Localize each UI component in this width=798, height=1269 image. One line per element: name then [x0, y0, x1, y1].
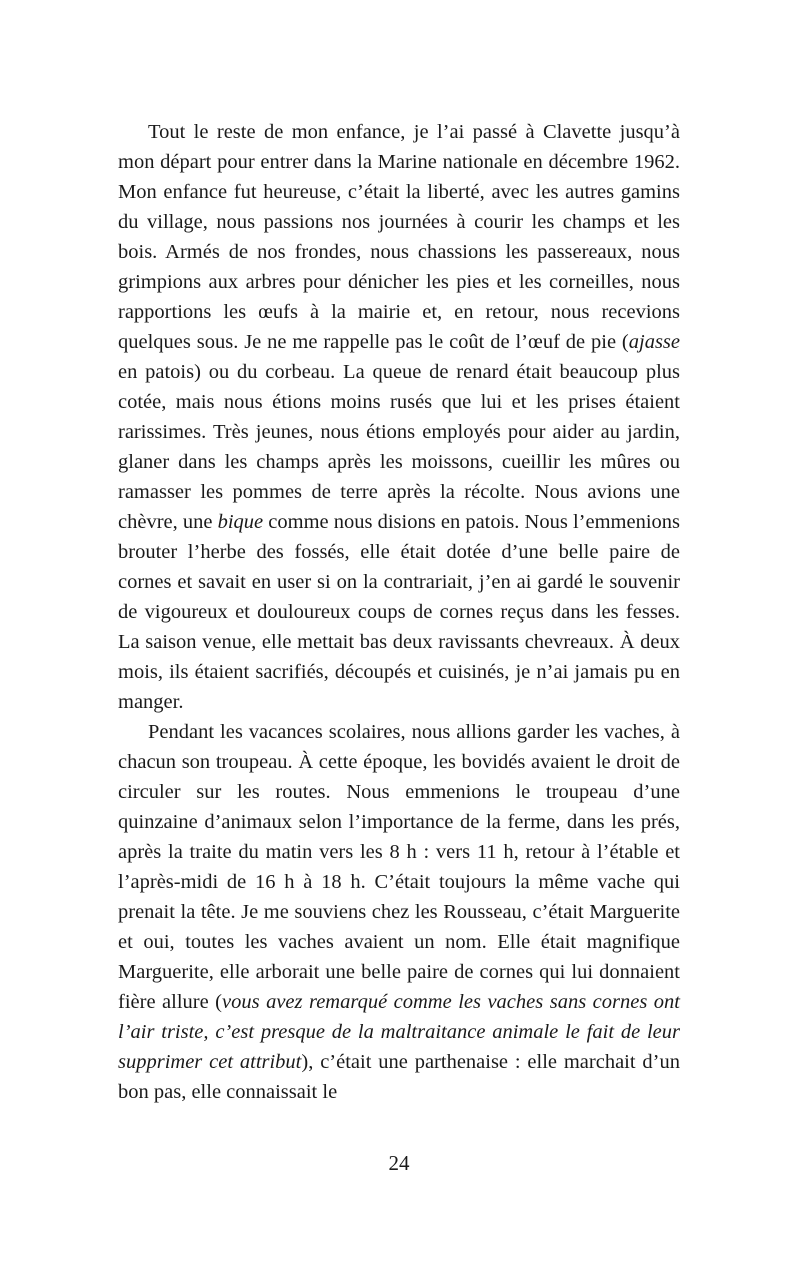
- text-segment: Tout le reste de mon enfance, je l’ai passé à Clavette jusqu’à mon départ pour entrer dans la Marine nationale en décembre 1962. Mon enfance fut heureuse, c’était la liberté, avec les autres gamins du village, nous passions nos journées à courir les champs et les bois. Armés de nos frondes, nous chassions les passereaux, nous grimpions aux arbres pour dénicher les pies et les corneilles, nous rapportions les œufs à la mairie et, en retour, nous recevions quelques sous. Je ne me rappelle pas le coût de l’œuf de pie (: [118, 121, 680, 353]
- page-body: [118, 117, 680, 1107]
- italic-segment: bique: [217, 511, 264, 533]
- paragraph-1: [118, 117, 680, 717]
- italic-segment: ajasse: [628, 331, 680, 353]
- text-segment: ), c’était une parthenaise : elle marchait d’un bon pas, elle connaissait le: [118, 1051, 680, 1103]
- page-number: 24: [388, 1151, 410, 1175]
- paragraph-2: [118, 717, 680, 1107]
- text-segment: en patois) ou du corbeau. La queue de renard était beaucoup plus cotée, mais nous étions moins rusés que lui et les prises étaient rarissimes. Très jeunes, nous étions employés pour aider au jardin, glaner dans les champs après les moissons, cueillir les mûres ou ramasser les pommes de terre après la récolte. Nous avions une chèvre, une: [118, 361, 680, 533]
- text-segment: Pendant les vacances scolaires, nous allions garder les vaches, à chacun son troupeau. À cette époque, les bovidés avaient le droit de circuler sur les routes. Nous emmenions le troupeau d’une quinzaine d’animaux selon l’importance de la ferme, dans les prés, après la traite du matin vers les 8 h : vers 11 h, retour à l’étable et l’après-midi de 16 h à 18 h. C’était toujours la même vache qui prenait la tête. Je me souviens chez les Rousseau, c’était Marguerite et oui, toutes les vaches avaient un nom. Elle était magnifique Marguerite, elle arborait une belle paire de cornes qui lui donnaient fière allure (: [118, 721, 680, 1013]
- italic-segment: vous avez remarqué comme les vaches sans cornes ont l’air triste, c’est presque de la maltraitance animale le fait de leur supprimer cet attribut: [118, 991, 680, 1073]
- text-segment: comme nous disions en patois. Nous l’emmenions brouter l’herbe des fossés, elle était dotée d’une belle paire de cornes et savait en user si on la contrariait, j’en ai gardé le souvenir de vigoureux et douloureux coups de cornes reçus dans les fesses. La saison venue, elle mettait bas deux ravissants chevreaux. À deux mois, ils étaient sacrifiés, découpés et cuisinés, je n’ai jamais pu en manger.: [118, 511, 680, 713]
